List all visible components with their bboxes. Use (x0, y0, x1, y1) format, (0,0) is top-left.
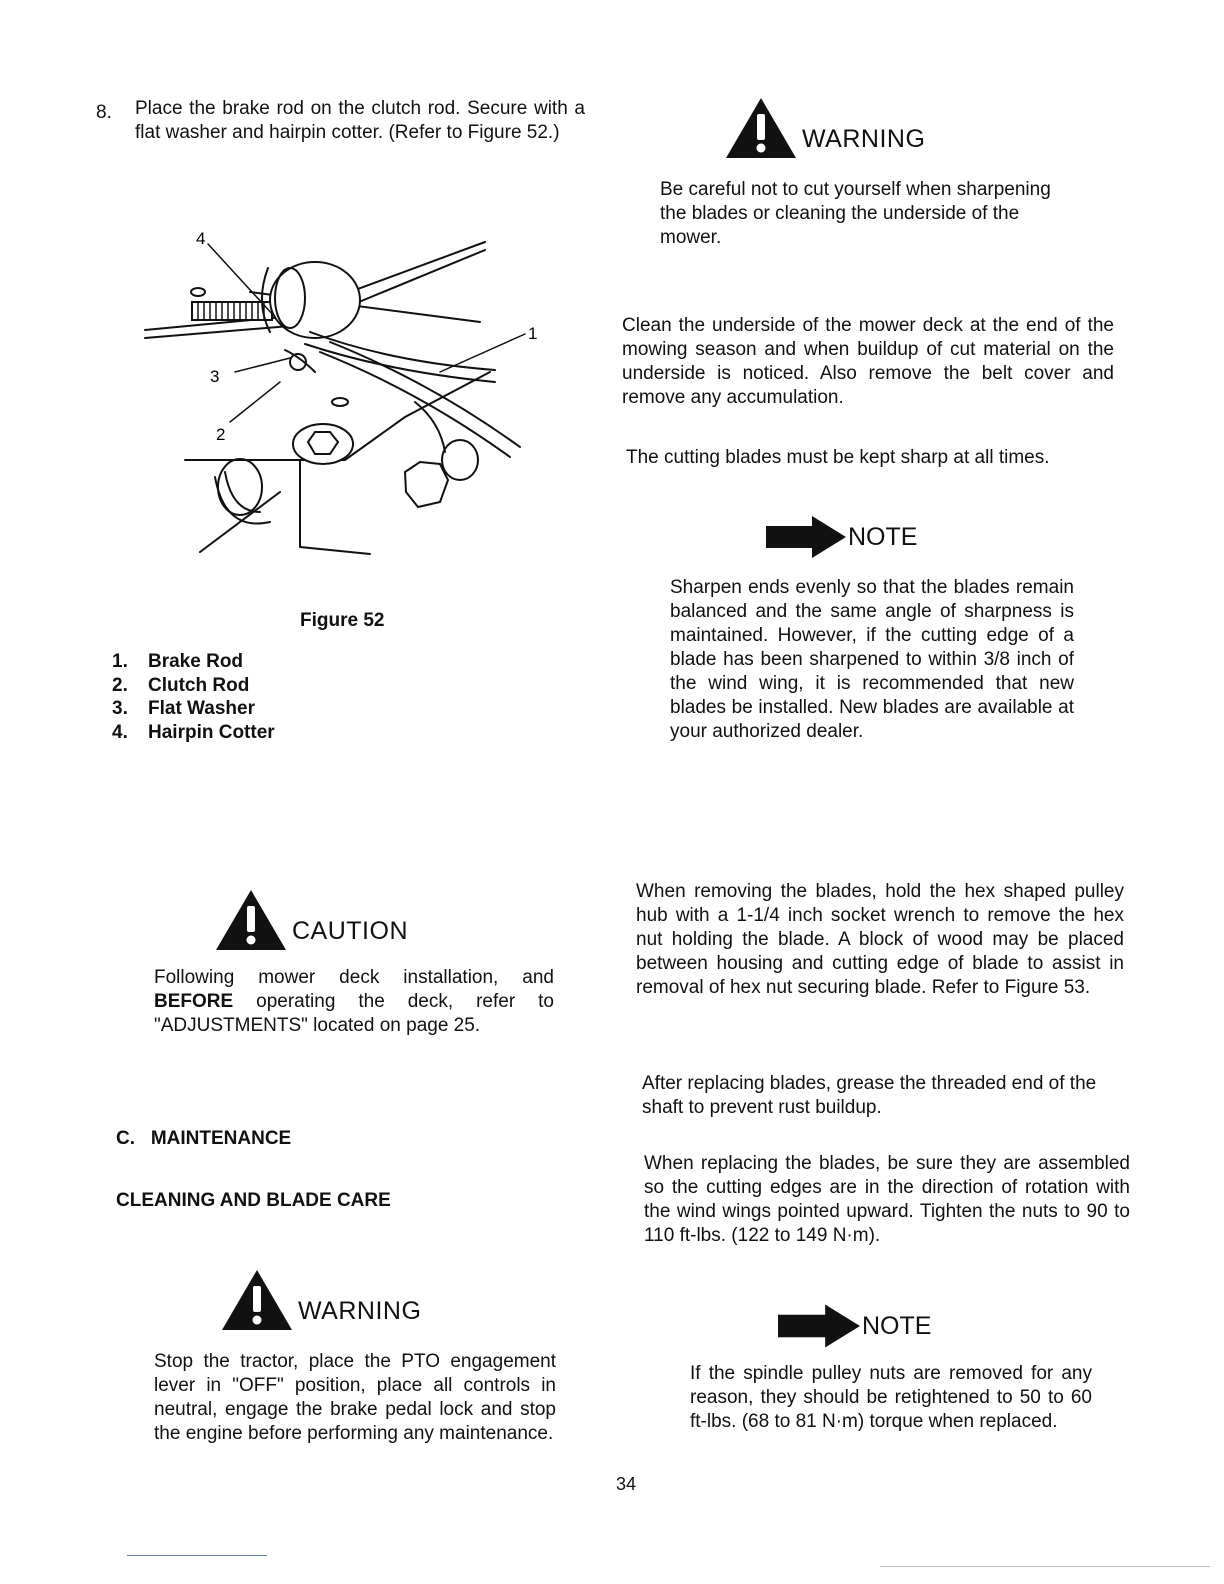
paragraph-grease-shaft: After replacing blades, grease the threaded end of the shaft to prevent rust buildup. (642, 1073, 1097, 1118)
list-item: 4. Hairpin Cotter (112, 721, 275, 743)
paragraph-replace-blades: When replacing the blades, be sure they are assembled so the cutting edges are in the direction of rotation with the wind wings pointed upward. Tighten the nuts to 90 to 110 ft-lbs. (122 to 149 N·m). (644, 1153, 1130, 1246)
parts-list (112, 650, 275, 744)
divider (127, 1555, 267, 1556)
warning-heading-left (220, 1268, 421, 1332)
callout-4: 4 (196, 229, 206, 248)
paragraph-clean-underside: Clean the underside of the mower deck at the end of the mowing season and when buildup of cut material on the underside is noticed. Also remove the belt cover and remove any accumulation. (622, 315, 1114, 408)
warning-text-right: Be careful not to cut yourself when sharpening the blades or cleaning the underside of the mower. (660, 179, 1051, 248)
divider (880, 1566, 1210, 1567)
step-number: 8. (96, 102, 112, 123)
figure-52-illustration (140, 222, 560, 572)
page-number: 34 (616, 1474, 637, 1494)
paragraph-remove-blades: When removing the blades, hold the hex shaped pulley hub with a 1-1/4 inch socket wrench to remove the hex nut holding the blade. A block of wood may be placed between housing and cutting edge of blade to assist in removal of hex nut securing blade. Refer to Figure 53. (636, 881, 1124, 998)
list-item: 1. Brake Rod (112, 651, 244, 672)
note-text: Sharpen ends evenly so that the blades remain balanced and the same angle of sharpness is maintained. However, if the cutting edge of a blade has been sharpened to within 3/8 inch of the wind wing, it is recommended that new blades be installed. New blades are available at your authorized dealer. (670, 577, 1074, 742)
callout-1: 1 (528, 324, 538, 343)
warning-triangle-icon (724, 96, 798, 160)
warning-title: WARNING (802, 125, 926, 153)
note-title: NOTE (848, 522, 918, 551)
list-item: 3. Flat Washer (112, 698, 255, 719)
warning-title: WARNING (298, 1297, 422, 1325)
paragraph-keep-sharp: The cutting blades must be kept sharp at all times. (626, 447, 1050, 468)
callout-2: 2 (216, 425, 226, 444)
caution-text: Following mower deck installation, and BEFORE operating the deck, refer to "ADJUSTMENTS" located on page 25. (154, 967, 554, 1036)
caution-heading (214, 888, 408, 952)
warning-triangle-icon (214, 888, 288, 952)
arrow-right-icon (778, 1302, 860, 1350)
caution-title: CAUTION (292, 917, 408, 945)
section-subheading: CLEANING AND BLADE CARE (116, 1190, 391, 1211)
section-heading: C. MAINTENANCE (116, 1128, 292, 1149)
arrow-right-icon (766, 514, 846, 560)
warning-text-left: Stop the tractor, place the PTO engagement lever in "OFF" position, place all controls in neutral, engage the brake pedal lock and stop the engine before performing any maintenance. (154, 1351, 556, 1444)
note-title: NOTE (862, 1311, 932, 1340)
note-heading (766, 514, 917, 560)
note-text: If the spindle pulley nuts are removed for any reason, they should be retightened to 50 to 60 ft-lbs. (68 to 81 N·m) torque when replaced. (690, 1363, 1092, 1432)
figure-caption: Figure 52 (300, 610, 385, 631)
warning-heading-right (724, 96, 925, 160)
step-8-text: Place the brake rod on the clutch rod. Secure with a flat washer and hairpin cotter. (Refer to Figure 52.) (135, 98, 585, 143)
warning-triangle-icon (220, 1268, 294, 1332)
callout-3: 3 (210, 367, 220, 386)
list-item: 2. Clutch Rod (112, 674, 250, 696)
note-heading (778, 1302, 931, 1350)
